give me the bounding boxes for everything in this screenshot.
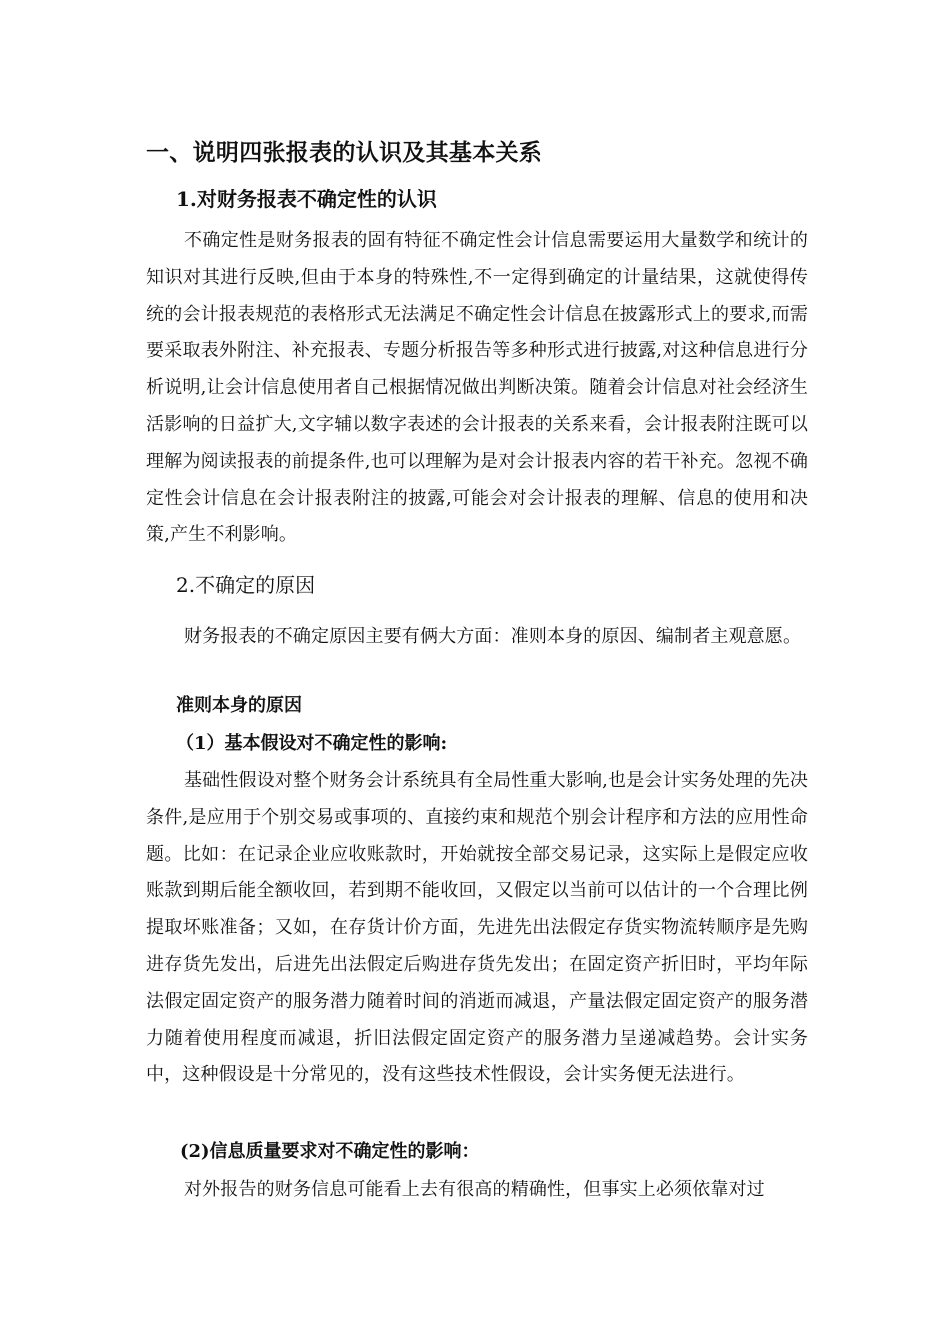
section-2-title: 2.不确定的原因 — [176, 573, 316, 597]
item-2-paragraph: 对外报告的财务信息可能看上去有很高的精确性，但事实上必须依靠对过 — [184, 1179, 765, 1200]
main-heading: 一、说明四张报表的认识及其基本关系 — [146, 139, 543, 166]
section-1-paragraph: 不确定性是财务报表的固有特征不确定性会计信息需要运用大量数学和统计的知识对其进行反映,但由于本身的特殊性,不一定得到确定的计量结果，这就使得传统的会计报表规范的表格形式无法满足不确定性会计信息在披露形式上的要求,而需要采取表外附注、补充报表、专题分析报告等多种形式进行披露,对这种信息进行分析说明,让会计信息使用者自己根据情况做出判断决策。随着会计信息对社会经济生活影响的日益扩大,文字辅以数字表述的会计报表的关系来看，会计报表附注既可以理解为阅读报表的前提条件,也可以理解为是对会计报表内容的若干补充。忽视不确定性会计信息在会计报表附注的披露,可能会对会计报表的理解、信息的使用和决策,产生不利影响。 — [146, 230, 808, 546]
section-2-paragraph: 财务报表的不确定原因主要有俩大方面：准则本身的原因、编制者主观意愿。 — [184, 626, 802, 647]
item-1-paragraph: 基础性假设对整个财务会计系统具有全局性重大影响,也是会计实务处理的先决条件,是应用于个别交易或事项的、直接约束和规范个别会计程序和方法的应用性命题。比如：在记录企业应收账款时，开始就按全部交易记录，这实际上是假定应收账款到期后能全额收回，若到期不能收回，又假定以当前可以估计的一个合理比例提取坏账准备；又如，在存货计价方面，先进先出法假定存货实物流转顺序是先购进存货先发出，后进先出法假定后购进存货先发出；在固定资产折旧时，平均年际法假定固定资产的服务潜力随着时间的消逝而减退，产量法假定固定资产的服务潜力随着使用程度而减退，折旧法假定固定资产的服务潜力呈递减趋势。会计实务中，这种假设是十分常见的，没有这些技术性假设，会计实务便无法进行。 — [146, 770, 808, 1086]
sub-heading-standards: 准则本身的原因 — [176, 695, 302, 716]
item-1-title: （1）基本假设对不确定性的影响: — [176, 733, 448, 754]
item-2-title: (2)信息质量要求对不确定性的影响： — [180, 1141, 480, 1162]
section-1-title: 1.对财务报表不确定性的认识 — [176, 187, 437, 211]
